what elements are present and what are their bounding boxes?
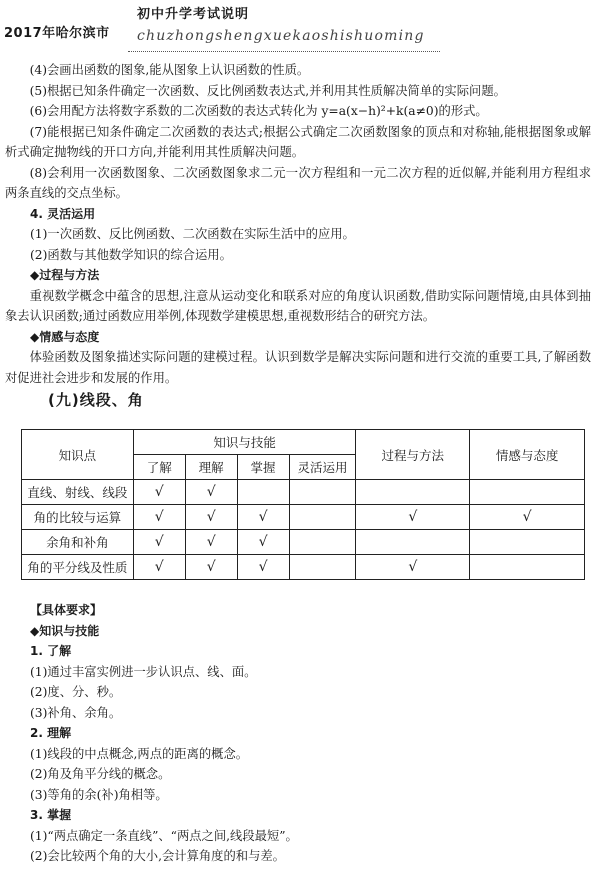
check-mark: √ [408, 559, 418, 575]
top-item: (8)会利用一次函数图象、二次函数图象求二元一次方程组和一元二次方程的近似解,并能利用方程组求两条直线的交点坐标。 [5, 165, 591, 200]
req-item: (2)会比较两个角的大小,会计算角度的和与差。 [30, 849, 285, 863]
header-process-method: 过程与方法 [356, 430, 470, 480]
row-cell [289, 480, 356, 505]
req-item: (1)“两点确定一条直线”、“两点之间,线段最短”。 [30, 828, 298, 843]
table-row [22, 505, 585, 530]
row-knowledge-point: 角的平分线及性质 [22, 555, 134, 580]
table-row [22, 530, 585, 555]
row-knowledge-point: 直线、射线、线段 [22, 480, 134, 505]
header-pinyin: chuzhongshengxuekaoshishuoming [137, 28, 425, 44]
row-cell [237, 530, 289, 555]
header-emotion-attitude: 情感与态度 [470, 430, 585, 480]
emotion-heading: ◆情感与态度 [30, 329, 100, 344]
row-cell [185, 480, 237, 505]
row-cell [237, 555, 289, 580]
check-mark: √ [154, 534, 164, 550]
row-cell [133, 505, 185, 530]
check-mark: √ [258, 534, 268, 550]
subheader-master: 掌握 [237, 455, 289, 480]
row-cell [470, 480, 585, 505]
check-mark: √ [154, 559, 164, 575]
flex-item: (2)函数与其他数学知识的综合运用。 [30, 247, 232, 262]
table-row [22, 555, 585, 580]
row-cell [289, 530, 356, 555]
row-cell [356, 555, 470, 580]
req-group-heading: 2. 理解 [30, 726, 72, 740]
row-cell [356, 530, 470, 555]
req-group-heading: 1. 了解 [30, 644, 72, 658]
header-knowledge-point: 知识点 [22, 430, 134, 480]
row-cell [237, 505, 289, 530]
check-mark: √ [206, 484, 216, 500]
subheader-comprehend: 理解 [185, 455, 237, 480]
row-cell [133, 555, 185, 580]
flex-heading: 4. 灵活运用 [30, 206, 96, 221]
top-item: (6)会用配方法将数字系数的二次函数的表达式转化为 y=a(x−h)²+k(a≠0)的形式。 [29, 104, 488, 118]
top-item: (4)会画出函数的图象,能从图象上认识函数的性质。 [29, 63, 310, 77]
table-body [22, 480, 585, 580]
row-knowledge-point: 角的比较与运算 [22, 505, 134, 530]
req-item: (2)度、分、秒。 [30, 685, 122, 699]
row-cell [356, 480, 470, 505]
check-mark: √ [154, 484, 164, 500]
row-cell [185, 530, 237, 555]
row-knowledge-point: 余角和补角 [22, 530, 134, 555]
table-row [22, 480, 585, 505]
header-title: 初中升学考试说明 [137, 7, 250, 22]
row-cell [237, 480, 289, 505]
row-cell [133, 480, 185, 505]
row-cell [470, 530, 585, 555]
check-mark: √ [154, 509, 164, 525]
check-mark: √ [522, 509, 532, 525]
process-text: 重视数学概念中蕴含的思想,注意从运动变化和联系对应的角度认识函数,借助实际问题情境,由具体到抽象去认识函数;通过函数应用举例,体现数学建模思想,重视数形结合的研究方法。 [5, 288, 591, 323]
check-mark: √ [258, 559, 268, 575]
row-cell [185, 555, 237, 580]
process-heading: ◆过程与方法 [30, 268, 100, 282]
row-cell [185, 505, 237, 530]
page-header [0, 0, 596, 56]
row-cell [470, 505, 585, 530]
row-cell [289, 555, 356, 580]
header-knowledge-skill: 知识与技能 [133, 430, 356, 455]
flex-item: (1)一次函数、反比例函数、二次函数在实际生活中的应用。 [30, 227, 355, 241]
header-divider [128, 51, 440, 52]
req-item: (1)线段的中点概念,两点的距离的概念。 [30, 746, 249, 761]
emotion-text: 体验函数及图象描述实际问题的建模过程。认识到数学是解决实际问题和进行交流的重要工具,了解函数对促进社会进步和发展的作用。 [5, 350, 591, 385]
top-item: (7)能根据已知条件确定二次函数的表达式;根据公式确定二次函数图象的顶点和对称轴,能根据图象或解析式确定抛物线的开口方向,并能利用其性质解决问题。 [5, 124, 591, 159]
check-mark: √ [258, 509, 268, 525]
row-cell [356, 505, 470, 530]
section-title: (九)线段、角 [48, 391, 144, 409]
subheader-understand: 了解 [133, 455, 185, 480]
knowledge-table [21, 429, 585, 580]
header-year: 2017年哈尔滨市 [4, 26, 110, 41]
requirements-section [0, 600, 596, 867]
check-mark: √ [408, 509, 418, 525]
top-item: (5)根据已知条件确定一次函数、反比例函数表达式,并利用其性质解决简单的实际问题。 [29, 83, 506, 98]
req-item: (2)角及角平分线的概念。 [30, 767, 171, 781]
req-item: (1)通过丰富实例进一步认识点、线、面。 [30, 664, 257, 679]
req-item: (3)等角的余(补)角相等。 [30, 787, 168, 802]
subheader-apply: 灵活运用 [289, 455, 356, 480]
check-mark: √ [206, 509, 216, 525]
row-cell [289, 505, 356, 530]
req-heading: 【具体要求】 [30, 603, 103, 617]
main-content [0, 60, 596, 413]
req-skills-heading: ◆知识与技能 [30, 623, 100, 638]
row-cell [133, 530, 185, 555]
check-mark: √ [206, 534, 216, 550]
req-group-heading: 3. 掌握 [30, 808, 72, 822]
row-cell [470, 555, 585, 580]
req-item: (3)补角、余角。 [30, 705, 122, 720]
check-mark: √ [206, 559, 216, 575]
